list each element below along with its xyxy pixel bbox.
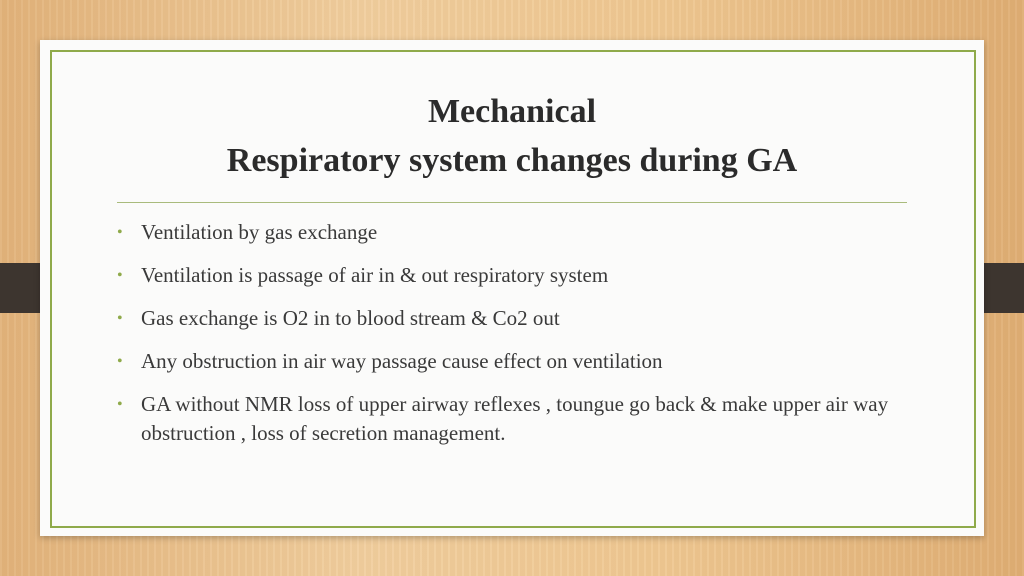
bullet-text: Any obstruction in air way passage cause effect on ventilation	[141, 349, 663, 373]
bullet-dot-icon: •	[117, 224, 123, 241]
bullet-item	[117, 218, 917, 247]
bullet-item	[117, 390, 917, 448]
bullet-text: Ventilation by gas exchange	[141, 220, 378, 244]
title-divider	[117, 202, 907, 203]
bullet-list	[117, 218, 917, 462]
bullet-text: Gas exchange is O2 in to blood stream & Co2 out	[141, 306, 560, 330]
bullet-text: Ventilation is passage of air in & out respiratory system	[141, 263, 609, 287]
bullet-dot-icon: •	[117, 267, 123, 284]
bullet-text: GA without NMR loss of upper airway reflexes , toungue go back & make upper air way obstruction , loss of secretion management.	[141, 392, 889, 445]
slide-title	[52, 87, 972, 185]
bullet-dot-icon: •	[117, 310, 123, 327]
bullet-dot-icon: •	[117, 396, 123, 413]
bullet-item	[117, 347, 917, 376]
slide-card	[40, 40, 984, 536]
title-line-2: Respiratory system changes during GA	[226, 142, 798, 179]
bullet-item	[117, 261, 917, 290]
bullet-item	[117, 304, 917, 333]
title-line-1: Mechanical	[427, 93, 597, 130]
bullet-dot-icon: •	[117, 353, 123, 370]
